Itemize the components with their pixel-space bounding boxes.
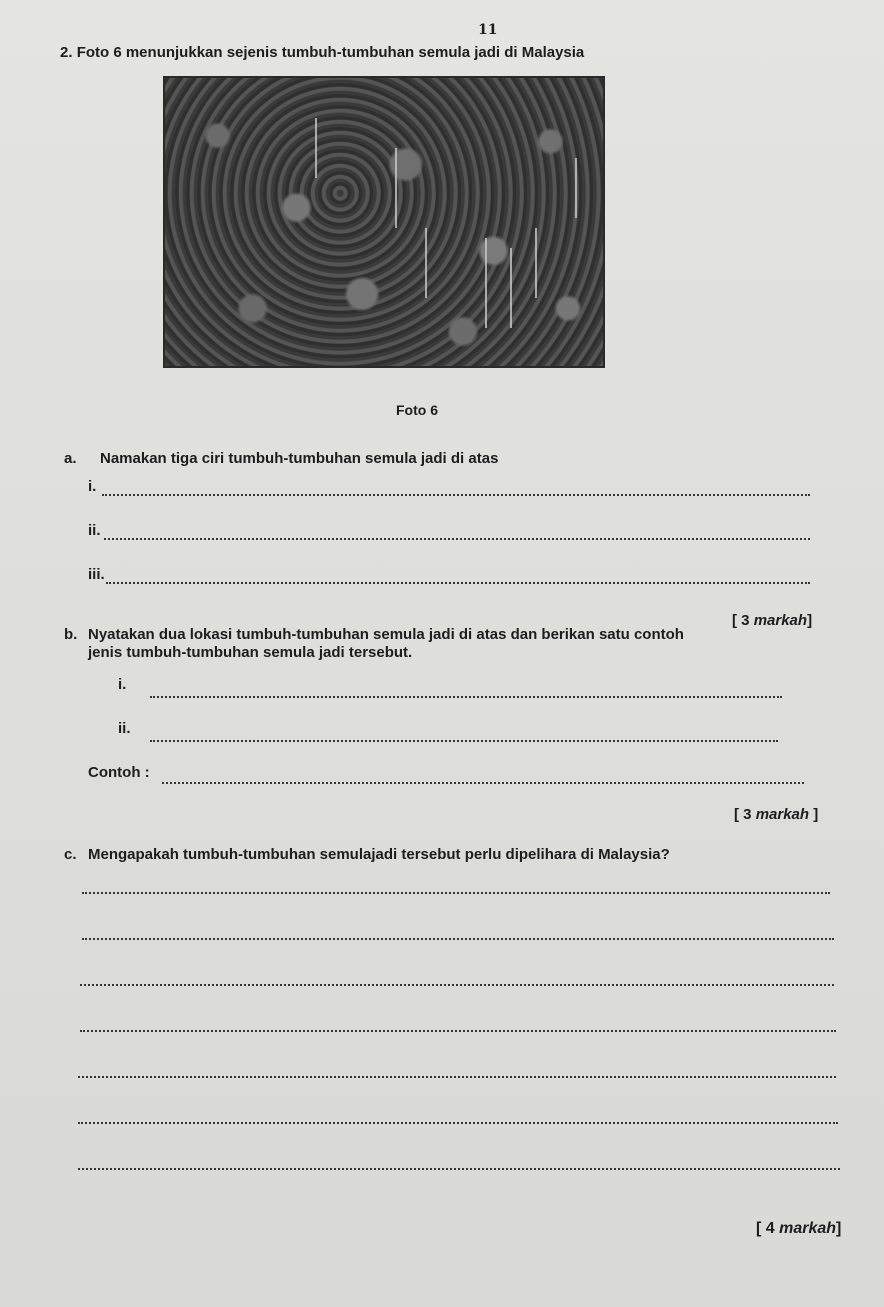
question-text: Foto 6 menunjukkan sejenis tumbuh-tumbuhan semula jadi di Malaysia	[76, 44, 585, 61]
marks-close: ]	[809, 806, 819, 823]
photo-tree-trunk	[395, 148, 397, 228]
marks-word: markah	[755, 806, 810, 823]
answer-line[interactable]	[106, 582, 810, 584]
example-label: Contoh :	[88, 764, 150, 781]
answer-line[interactable]	[82, 892, 830, 894]
part-a-letter: a.	[64, 450, 77, 467]
part-a-marks	[732, 612, 812, 629]
marks-word: markah	[779, 1220, 837, 1237]
question-2-heading	[60, 44, 584, 61]
photo-tree-trunk	[510, 248, 512, 328]
part-b-text-line-1: Nyatakan dua lokasi tumbuh-tumbuhan semula jadi di atas dan berikan satu contoh	[88, 626, 684, 643]
answer-line[interactable]	[78, 1076, 836, 1078]
part-b-marks	[734, 806, 818, 823]
part-b-text-line-2: jenis tumbuh-tumbuhan semula jadi tersebut.	[88, 644, 413, 661]
part-b-letter: b.	[64, 626, 78, 643]
marks-close: ]	[836, 1220, 842, 1237]
marks-word: markah	[753, 612, 808, 629]
answer-line[interactable]	[78, 1122, 838, 1124]
question-number: 2.	[60, 44, 73, 61]
photo-tree-trunk	[535, 228, 537, 298]
answer-line[interactable]	[162, 782, 804, 784]
photo-tree-trunk	[315, 118, 317, 178]
part-b-item-2-label: ii.	[118, 720, 131, 737]
answer-line[interactable]	[78, 1168, 840, 1170]
marks-open: [ 3	[732, 612, 754, 629]
answer-line[interactable]	[150, 740, 778, 742]
answer-line[interactable]	[80, 984, 834, 986]
part-a-text: Namakan tiga ciri tumbuh-tumbuhan semula jadi di atas	[100, 450, 499, 467]
part-a-item-1-label: i.	[88, 478, 97, 495]
answer-line[interactable]	[80, 1030, 836, 1032]
photo-tree-trunk	[485, 238, 487, 328]
photo-tree-trunk	[575, 158, 577, 218]
answer-line[interactable]	[82, 938, 834, 940]
photo-tree-trunk	[425, 228, 427, 298]
marks-open: [ 4	[756, 1220, 780, 1237]
answer-line[interactable]	[102, 494, 810, 496]
part-c-letter: c.	[64, 846, 77, 863]
part-b-item-1-label: i.	[118, 676, 127, 693]
part-c-marks	[756, 1220, 841, 1238]
page-number: 11	[478, 22, 498, 38]
part-a-item-2-label: ii.	[88, 522, 101, 539]
forest-photo	[163, 76, 605, 368]
part-a-item-3-label: iii.	[88, 566, 105, 583]
marks-open: [ 3	[734, 806, 756, 823]
photo-caption: Foto 6	[396, 402, 438, 418]
answer-line[interactable]	[104, 538, 810, 540]
part-c-text: Mengapakah tumbuh-tumbuhan semulajadi tersebut perlu dipelihara di Malaysia?	[88, 846, 670, 863]
marks-close: ]	[807, 612, 813, 629]
answer-line[interactable]	[150, 696, 782, 698]
